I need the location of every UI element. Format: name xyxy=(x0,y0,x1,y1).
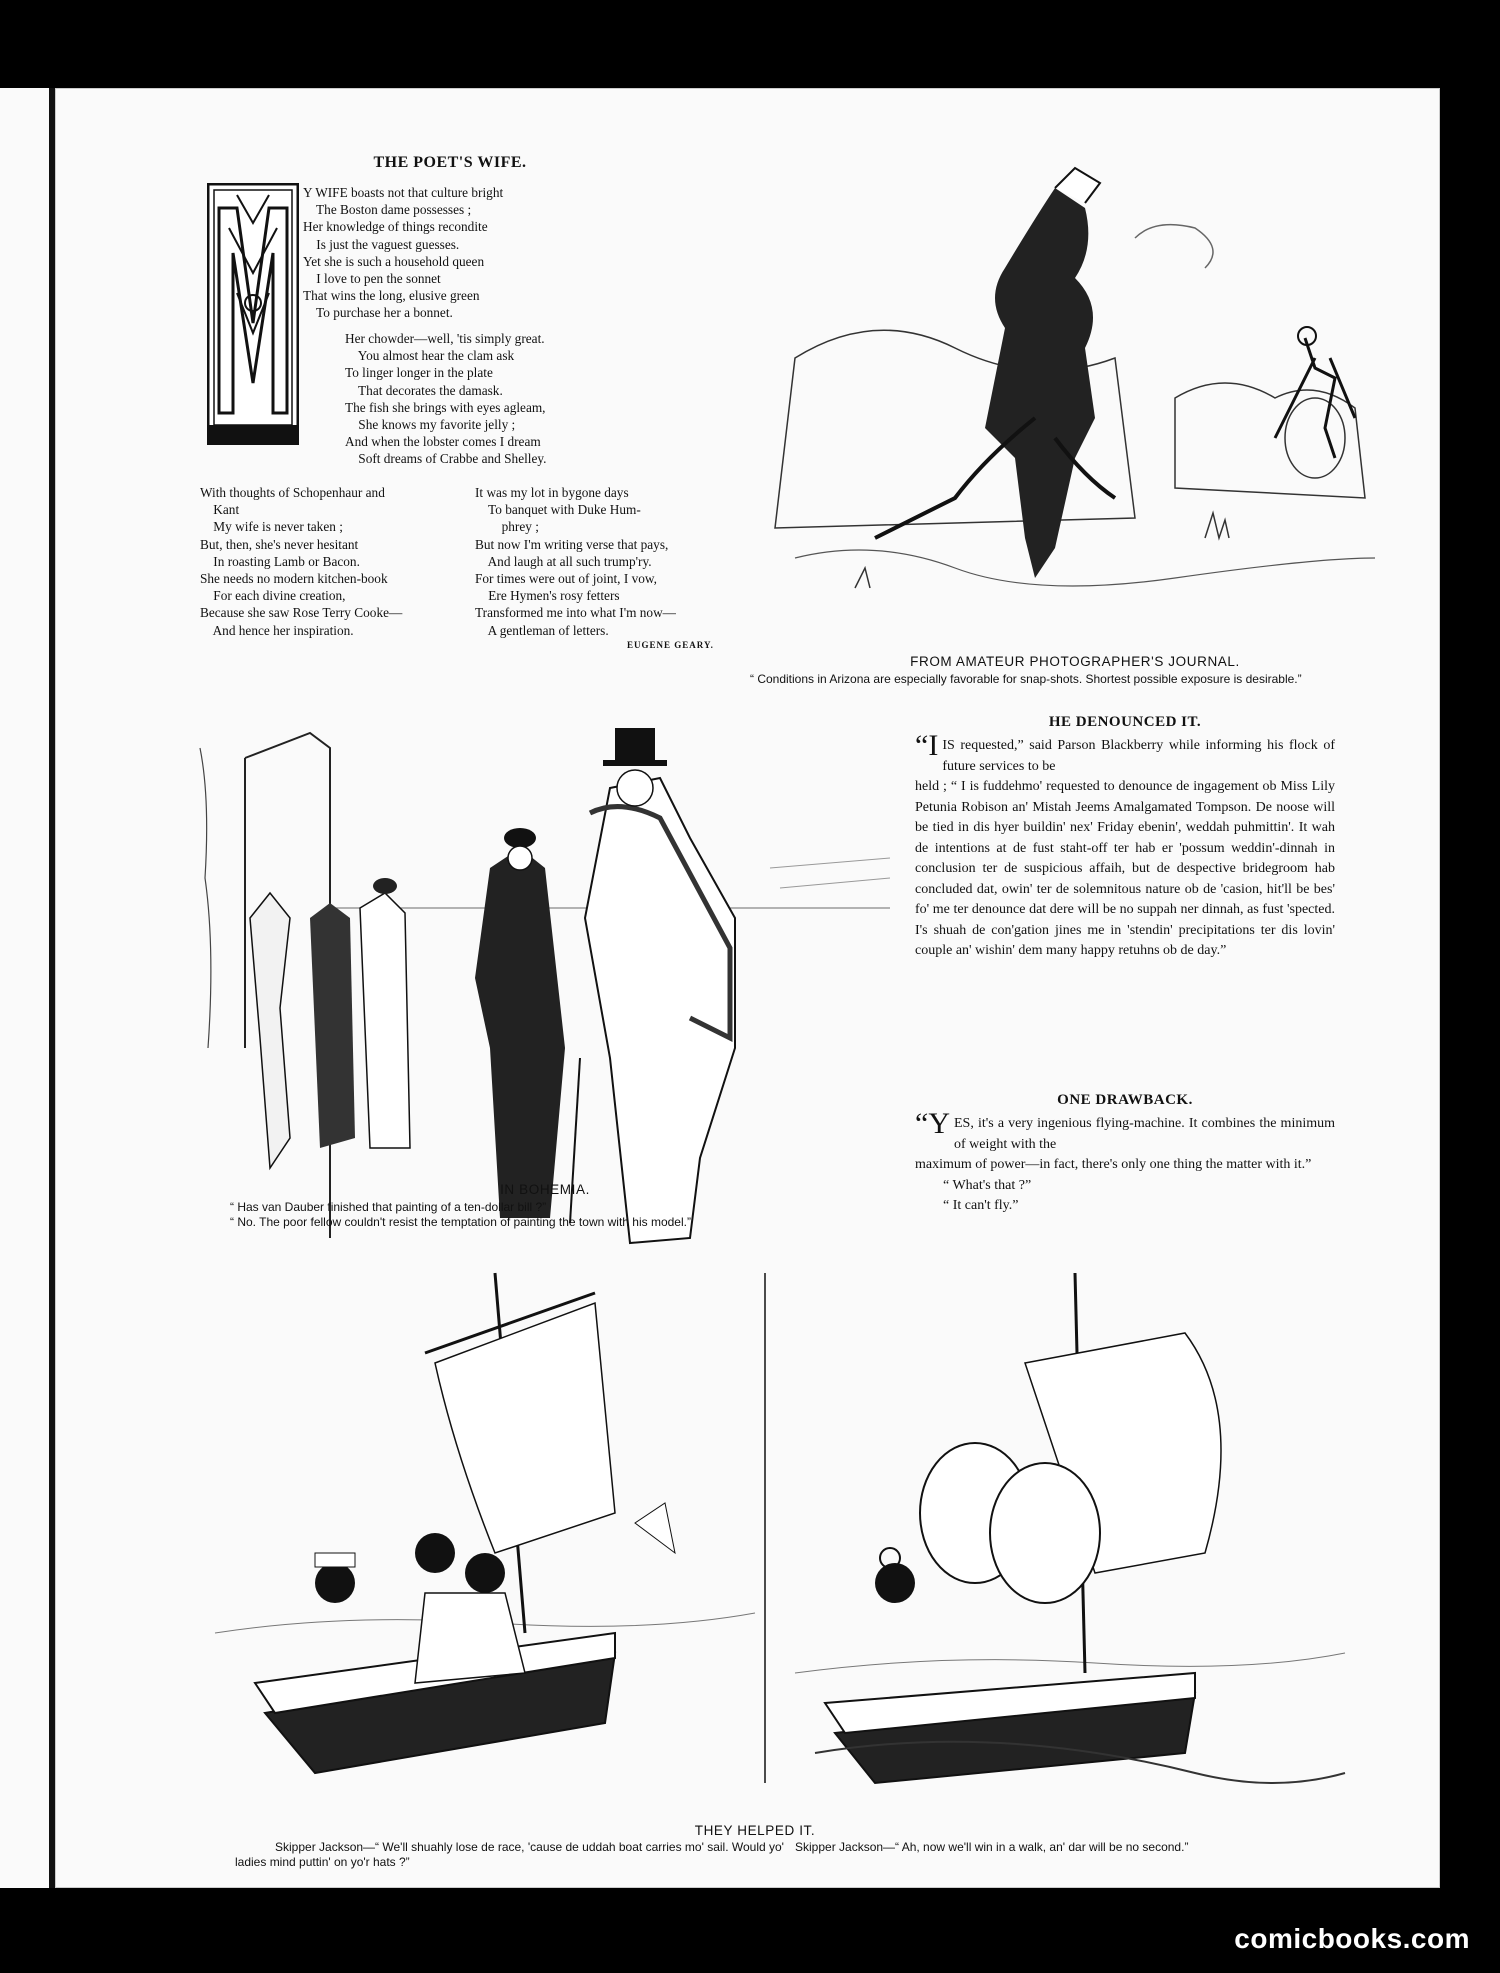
drawback-answer: “ It can't fly.” xyxy=(943,1198,1019,1213)
denounced-title: HE DENOUNCED IT. xyxy=(1048,714,1202,730)
poem-stanza-2: Her chowder—well, 'tis simply great. You almost hear the clam ask To linger longer in the plate That decorates the damask. The fish she brings with eyes agleam, She knows my favorite jelly ; And when the lobster comes I dream Soft dreams of Crabbe and Shelley. xyxy=(345,331,547,467)
boats-right-caption: Skipper Jackson—“ Ah, now we'll win in a walk, an' dar will be no second.” xyxy=(795,1840,1189,1854)
magazine-page xyxy=(55,88,1440,1888)
bohemia-title: IN BOHEMIA. xyxy=(500,1182,590,1197)
poem-author: EUGENE GEARY. xyxy=(627,640,714,650)
drawback-title: ONE DRAWBACK. xyxy=(1057,1092,1193,1108)
drawback-question: “ What's that ?” xyxy=(943,1177,1032,1193)
boats-title: THEY HELPED IT. xyxy=(694,1823,816,1838)
bohemia-line-2: “ No. The poor fellow couldn't resist the temptation of painting the town with his model.” xyxy=(230,1215,691,1229)
poem-title: THE POET'S WIFE. xyxy=(373,154,527,171)
drawback-lead: ES, it's a very ingenious flying-machine. It combines the minimum of weight with the xyxy=(954,1116,1335,1152)
arizona-horse-illustration xyxy=(755,158,1395,628)
photo-cartoon-title: FROM AMATEUR PHOTOGRAPHER'S JOURNAL. xyxy=(910,654,1240,669)
drawback-body: maximum of power—in fact, there's only one thing the matter with it.” xyxy=(915,1157,1312,1172)
denounced-lead: IS requested,” said Parson Blackberry while informing his flock of future services to be xyxy=(942,738,1335,774)
poem-stanza-4: It was my lot in bygone days To banquet with Duke Hum- phrey ; But now I'm writing verse that pays, And laugh at all such trump'ry. For times were out of joint, I vow, Ere Hymen's rosy fetters Transformed me into what I'm now— A gentleman of letters. xyxy=(475,485,676,638)
drawback-dropcap: “Y xyxy=(915,1107,950,1140)
boat-race-illustration xyxy=(195,1253,1355,1813)
denounced-first-line xyxy=(915,729,1335,777)
bohemia-line-1: “ Has van Dauber finished that painting of a ten-dollar bill ?” xyxy=(230,1200,547,1214)
ornamental-initial-m xyxy=(207,183,299,445)
photo-cartoon-caption: “ Conditions in Arizona are especially favorable for snap-shots. Shortest possible exposure is desirable.” xyxy=(750,672,1302,686)
denounced-body: held ; “ I is fuddehmo' requested to denounce de ingagement ob Miss Lily Petunia Robison an' Mistah Jeems Amalgamated Tompson. De noose will be tied in dis hyer buildin' nex' Friday ebenin', weddah puhmittin'. It wah de intentions at de fust staht-off ter hab er 'possum weddin'-dinnah in conclusion ter de suspicious affaih, but de despective bridegroom hab concluded dat, owin' ter de solemnitous nature ob de 'casion, hit'll be bes' fo' me ter denounce dat dere will be no suppah ner dinnah, as fust 'spected. I's shuah de con'gation jines me in 'stendin' precipitations ter dis lovin' couple an' wishin' dem many happy retuhns ob de day.” xyxy=(915,779,1335,958)
denounced-dropcap: “I xyxy=(915,729,939,762)
facing-page-edge xyxy=(0,88,55,1888)
denounced-article xyxy=(915,729,1335,962)
poem-stanza-3: With thoughts of Schopenhaur and Kant My wife is never taken ; But, then, she's never hesitant In roasting Lamb or Bacon. She needs no modern kitchen-book For each divine creation, Because she saw Rose Terry Cooke— And hence her inspiration. xyxy=(200,485,403,638)
drawback-article xyxy=(915,1107,1335,1217)
site-watermark: comicbooks.com xyxy=(1234,1923,1470,1954)
poem-stanza-1: Y WIFE boasts not that culture bright The Boston dame possesses ; Her knowledge of things recondite Is just the vaguest guesses. Yet she is such a household queen I love to pen the sonnet That wins the long, elusive green To purchase her a bonnet. xyxy=(303,185,504,321)
boats-left-caption: Skipper Jackson—“ We'll shuahly lose de race, 'cause de uddah boat carries mo' sail. Would yo' ladies mind puttin' on yo'r hats ?” xyxy=(235,1840,784,1869)
drawback-first-line xyxy=(915,1107,1335,1155)
